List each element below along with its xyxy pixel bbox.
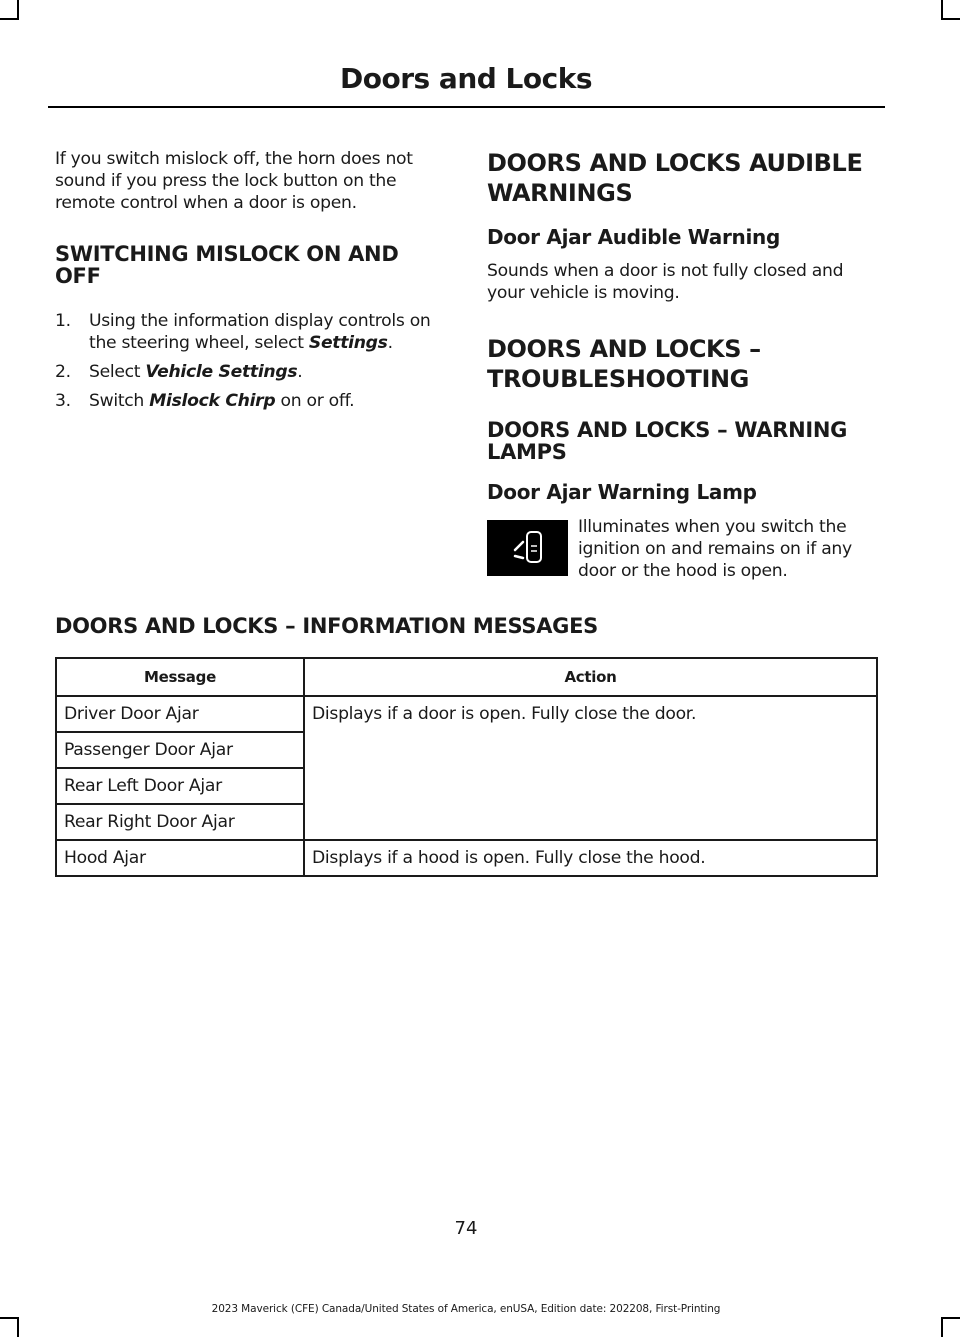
step-text: Switch: [89, 391, 150, 411]
message-cell: Driver Door Ajar: [56, 696, 304, 732]
mislock-steps: [55, 310, 450, 412]
crop-mark: [941, 0, 943, 20]
crop-mark: [0, 1317, 19, 1319]
action-cell: Displays if a door is open. Fully close the door.: [304, 696, 877, 840]
lamp-description: Illuminates when you switch the ignition on and remains on if any door or the hood is open.: [578, 517, 852, 581]
action-cell: Displays if a hood is open. Fully close the hood.: [304, 840, 877, 876]
right-column: [487, 148, 882, 586]
step-number: 2.: [55, 362, 71, 382]
section-title-mislock: SWITCHING MISLOCK ON AND OFF: [55, 242, 399, 288]
header-message: Message: [56, 658, 304, 696]
table-header-row: [56, 658, 877, 696]
information-messages-table: [55, 657, 878, 877]
table-row: [56, 840, 877, 876]
step-text-end: .: [297, 362, 303, 382]
message-cell: Passenger Door Ajar: [56, 732, 304, 768]
header-action: Action: [304, 658, 877, 696]
step-text-end: .: [387, 333, 393, 353]
crop-mark: [941, 18, 960, 20]
step-number: 3.: [55, 391, 71, 411]
step-keyword: Vehicle Settings: [145, 362, 298, 382]
message-cell: Rear Left Door Ajar: [56, 768, 304, 804]
crop-mark: [941, 1317, 960, 1319]
section-title-troubleshooting: DOORS AND LOCKS – TROUBLESHOOTING: [487, 335, 761, 393]
section-title-audible: DOORS AND LOCKS AUDIBLE WARNINGS: [487, 149, 863, 207]
step-item: [55, 310, 450, 354]
step-keyword: Settings: [308, 333, 388, 353]
door-ajar-icon: [487, 520, 568, 576]
step-keyword: Mislock Chirp: [149, 391, 276, 411]
section-title-information-messages: DOORS AND LOCKS – INFORMATION MESSAGES: [55, 614, 598, 638]
message-cell: Hood Ajar: [56, 840, 304, 876]
crop-mark: [17, 0, 19, 20]
warning-lamp-block: [487, 516, 882, 586]
crop-mark: [0, 18, 19, 20]
step-item: [55, 361, 450, 383]
step-text-end: on or off.: [275, 391, 355, 411]
step-number: 1.: [55, 311, 71, 331]
mislock-intro: If you switch mislock off, the horn does not sound if you press the lock button on the remote control when a door is open.: [55, 149, 413, 213]
header-rule: [48, 106, 885, 108]
step-text: Select: [89, 362, 146, 382]
crop-mark: [17, 1317, 19, 1337]
left-column: [55, 148, 450, 412]
subtitle-door-ajar-audible: Door Ajar Audible Warning: [487, 225, 781, 249]
page-number: 74: [454, 1218, 478, 1239]
step-item: [55, 390, 450, 412]
footer-edition-text: 2023 Maverick (CFE) Canada/United States of America, enUSA, Edition date: 202208, First-Printing: [211, 1303, 721, 1315]
crop-mark: [941, 1317, 943, 1337]
audible-description: Sounds when a door is not fully closed and your vehicle is moving.: [487, 261, 844, 303]
page-title: Doors and Locks: [339, 62, 593, 95]
step-text: Using the information display controls on the steering wheel, select: [89, 311, 431, 353]
message-cell: Rear Right Door Ajar: [56, 804, 304, 840]
subtitle-door-ajar-lamp: Door Ajar Warning Lamp: [487, 480, 757, 504]
table-row: [56, 696, 877, 732]
section-title-warning-lamps: DOORS AND LOCKS – WARNING LAMPS: [487, 418, 848, 464]
